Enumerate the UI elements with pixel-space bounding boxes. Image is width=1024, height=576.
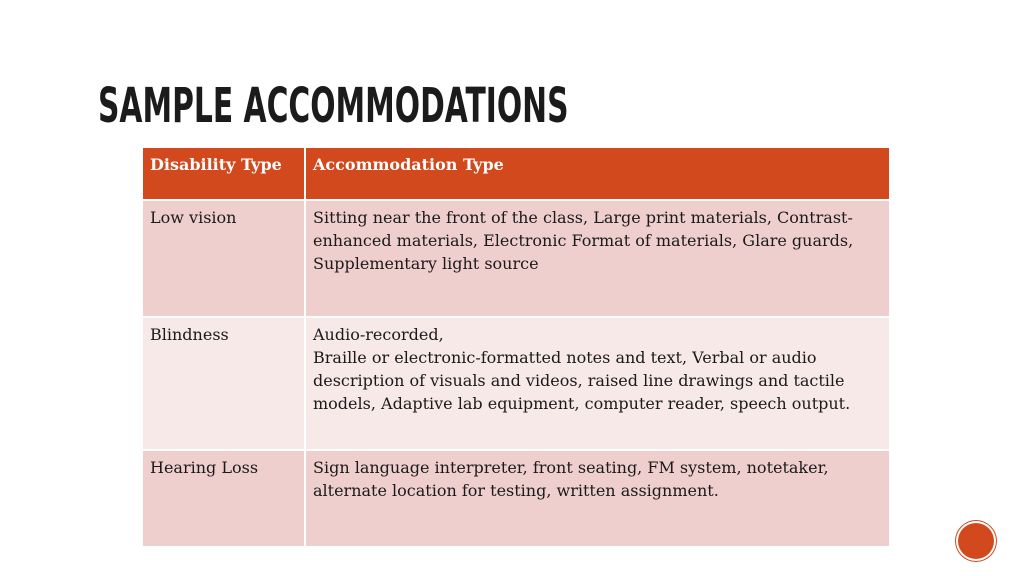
accommodation-cell [305,450,890,547]
accommodation-cell [305,200,890,317]
accommodation-line: Supplementary light source [313,254,539,273]
accommodation-line: Sign language interpreter, front seating, FM system, notetaker, alternate location for testing, written assignment. [313,458,829,500]
accommodation-line: Sitting near the front of the class, Large print materials, Contrast-enhanced materials, Electronic Format of materials, Glare guards, [313,208,854,250]
disability-cell: Blindness [142,317,305,450]
table-row [142,450,890,547]
accommodation-cell [305,317,890,450]
header-disability-type: Disability Type [142,147,305,200]
page-number-badge [958,523,994,559]
disability-cell: Low vision [142,200,305,317]
disability-cell: Hearing Loss [142,450,305,547]
accommodation-line: Audio-recorded, [313,325,444,344]
accommodation-line: Braille or electronic-formatted notes and text, Verbal or audio description of visuals and videos, raised line drawings and tactile models, Adaptive lab equipment, computer reader, speech output. [313,348,851,413]
header-accommodation-type: Accommodation Type [305,147,890,200]
table-row [142,200,890,317]
table-row [142,317,890,450]
table-header-row [142,147,890,200]
slide-title: SAMPLE ACCOMMODATIONS [98,78,569,134]
accommodations-table [141,146,891,548]
